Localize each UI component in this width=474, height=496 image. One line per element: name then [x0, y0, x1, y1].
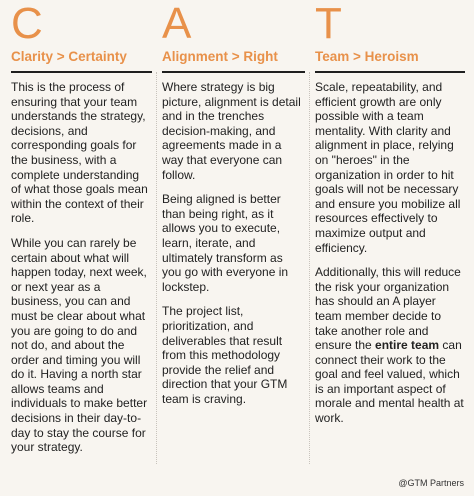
paragraph: Scale, repeatability, and efficient growth are only possible with a team mentality. With clarity and alignment in place, relying on "heroes" in the organization in order to hit goals will not be necessary and ensure you mobilize all resources effectively to maximize output and efficiency. — [315, 80, 461, 255]
letter-c: C — [11, 0, 43, 48]
heading-alignment: Alignment > Right — [162, 49, 278, 64]
heading-rule — [315, 71, 465, 73]
paragraph-text: Additionally, this will reduce the risk your organization has should an A player team member decide to take another role and ensure the — [315, 265, 461, 353]
footer-credit: @GTM Partners — [398, 478, 464, 488]
letter-a: A — [162, 0, 192, 48]
paragraph: Being aligned is better than being right, as it allows you to execute, learn, iterate, and ultimately transform as you go with everyone in lockstep. — [162, 192, 289, 294]
heading-team: Team > Heroism — [315, 49, 419, 64]
paragraph: This is the process of ensuring that your team understands the strategy, decisions, and corresponding goals for the business, with a complete understanding of what those goals mean within the context of their role. — [11, 80, 148, 226]
paragraph: While you can rarely be certain about what will happen today, next week, or next year as a business, you can and must be clear about what you are going to do and not do, and about the order and timing you will do it. Having a north star allows teams and individuals to make better decisions in their day-to-day to stay the course for your strategy. — [11, 235, 148, 455]
column-divider — [309, 72, 310, 464]
paragraph: The project list, prioritization, and deliverables that result from this methodology provide the relief and direction that your GTM team is craving. — [162, 304, 288, 406]
paragraph: Where strategy is big picture, alignment is detail and in the trenches decision-making, and agreements made in a way that everyone can follow. — [162, 80, 301, 182]
paragraph-text: can connect their work to the goal and feel valued, which is an important aspect of morale and mental health at work. — [315, 338, 464, 426]
column-divider — [156, 72, 157, 464]
letter-t: T — [315, 0, 342, 48]
emphasis-text: entire team — [375, 338, 440, 353]
column-alignment — [162, 0, 305, 496]
heading-clarity: Clarity > Certainty — [11, 49, 127, 64]
heading-rule — [11, 71, 152, 73]
heading-rule — [162, 71, 305, 73]
column-clarity — [11, 0, 152, 496]
paragraph — [315, 265, 465, 426]
column-team — [315, 0, 465, 496]
